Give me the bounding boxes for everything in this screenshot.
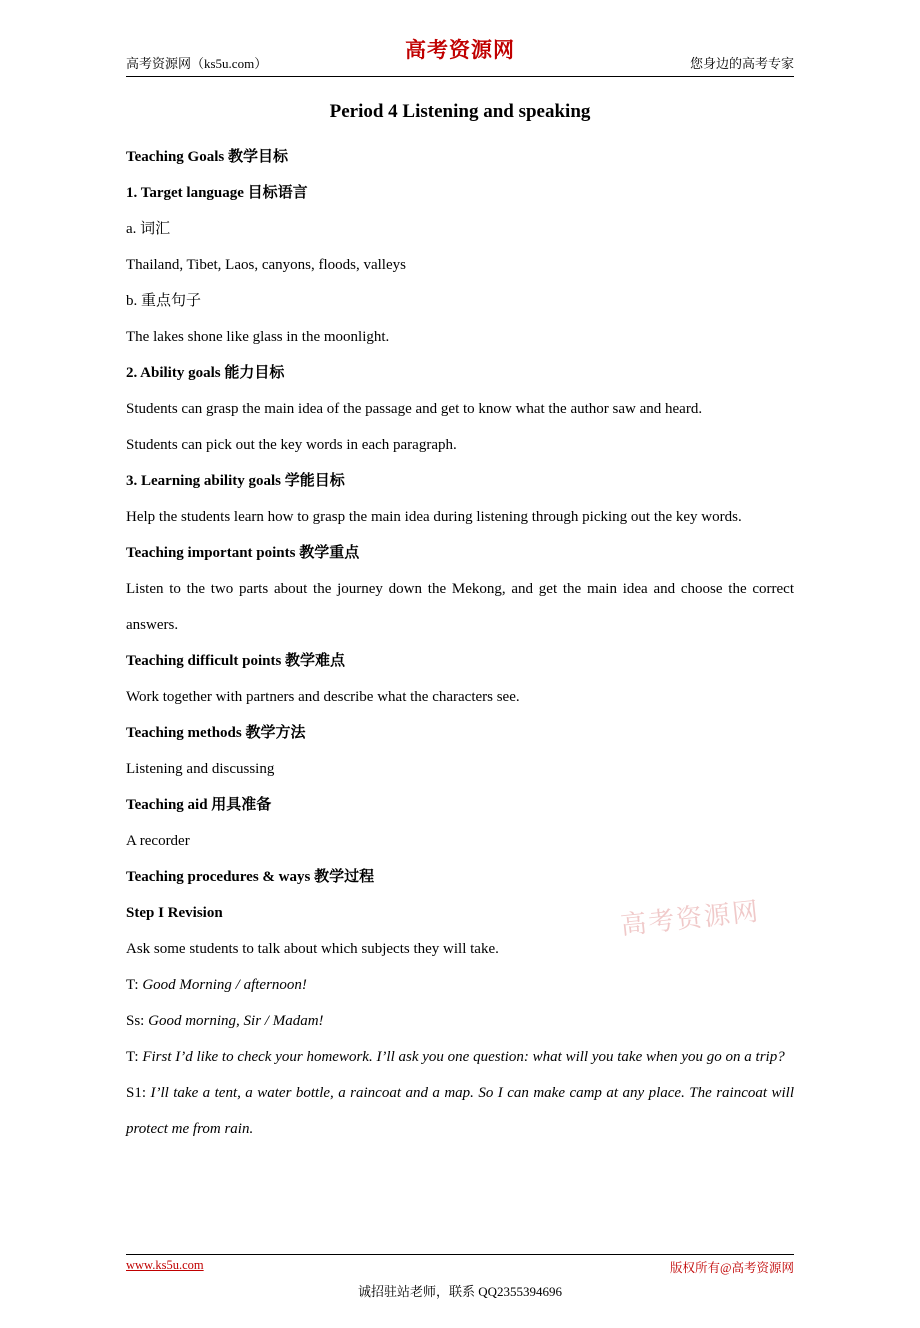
paragraph [126,1039,794,1075]
speech-text: First I’d like to check your homework. I’ll ask you one question: what will you take when you go on a trip? [142,1049,785,1065]
footer-contact: 诚招驻站老师，联系 QQ2355394696 [357,1284,563,1299]
paragraph: The lakes shone like glass in the moonlight. [126,329,390,345]
paragraph: b. 重点句子 [126,293,202,309]
paragraph: Thailand, Tibet, Laos, canyons, floods, valleys [126,257,406,273]
paragraph: A recorder [126,833,190,849]
paragraph [126,967,794,1003]
footer-site-link[interactable]: www.ks5u.com [126,1258,204,1272]
page-header [126,26,794,77]
page-title: Period 4 Listening and speaking [329,101,591,122]
paragraph: a. 词汇 [126,221,171,237]
paragraph: Listening and discussing [126,761,275,777]
paragraph: Teaching important points 教学重点 [126,545,360,561]
footer-copyright: 版权所有@高考资源网 [669,1261,794,1275]
document-page [0,26,920,1328]
speaker-label: Ss: [126,1013,149,1029]
paragraph: Teaching aid 用具准备 [126,797,272,813]
paragraph: 3. Learning ability goals 学能目标 [126,473,345,489]
footer-link-wrap[interactable] [126,1258,204,1276]
paragraph: Ask some students to talk about which subjects they will take. [126,941,499,957]
speech-text: Good morning, Sir / Madam! [148,1013,324,1029]
header-site-name: 高考资源网（ks5u.com） [126,56,268,71]
paragraph: Teaching methods 教学方法 [126,725,306,741]
watermark-text: 高考资源网 [619,896,762,942]
speaker-label: S1: [126,1085,151,1101]
paragraph: 1. Target language 目标语言 [126,185,308,201]
paragraph: Listen to the two parts about the journey down the Mekong, and get the main idea and choose the correct answers. [126,581,794,633]
header-logo-text: 高考资源网 [405,38,515,62]
header-slogan: 您身边的高考专家 [689,56,794,71]
paragraph: Help the students learn how to grasp the main idea during listening through picking out the key words. [126,509,742,525]
paragraph: Teaching Goals 教学目标 [126,149,288,165]
paragraph: Step I Revision [126,905,223,921]
paragraph [126,1075,794,1147]
paragraph: 2. Ability goals 能力目标 [126,365,285,381]
paragraph: Teaching difficult points 教学难点 [126,653,346,669]
paragraph: Students can pick out the key words in each paragraph. [126,437,457,453]
page-footer [126,1254,794,1300]
speech-text: Good Morning / afternoon! [142,977,307,993]
paragraph: Teaching procedures & ways 教学过程 [126,869,375,885]
document-body [126,139,794,1147]
footer-divider [126,1254,794,1255]
speaker-label: T: [126,1049,143,1065]
paragraph: Work together with partners and describe what the characters see. [126,689,520,705]
paragraph: Students can grasp the main idea of the passage and get to know what the author saw and heard. [126,401,703,417]
paragraph [126,1003,794,1039]
speech-text: I’ll take a tent, a water bottle, a raincoat and a map. So I can make camp at any place. The raincoat will protect me from rain. [126,1085,795,1137]
speaker-label: T: [126,977,143,993]
